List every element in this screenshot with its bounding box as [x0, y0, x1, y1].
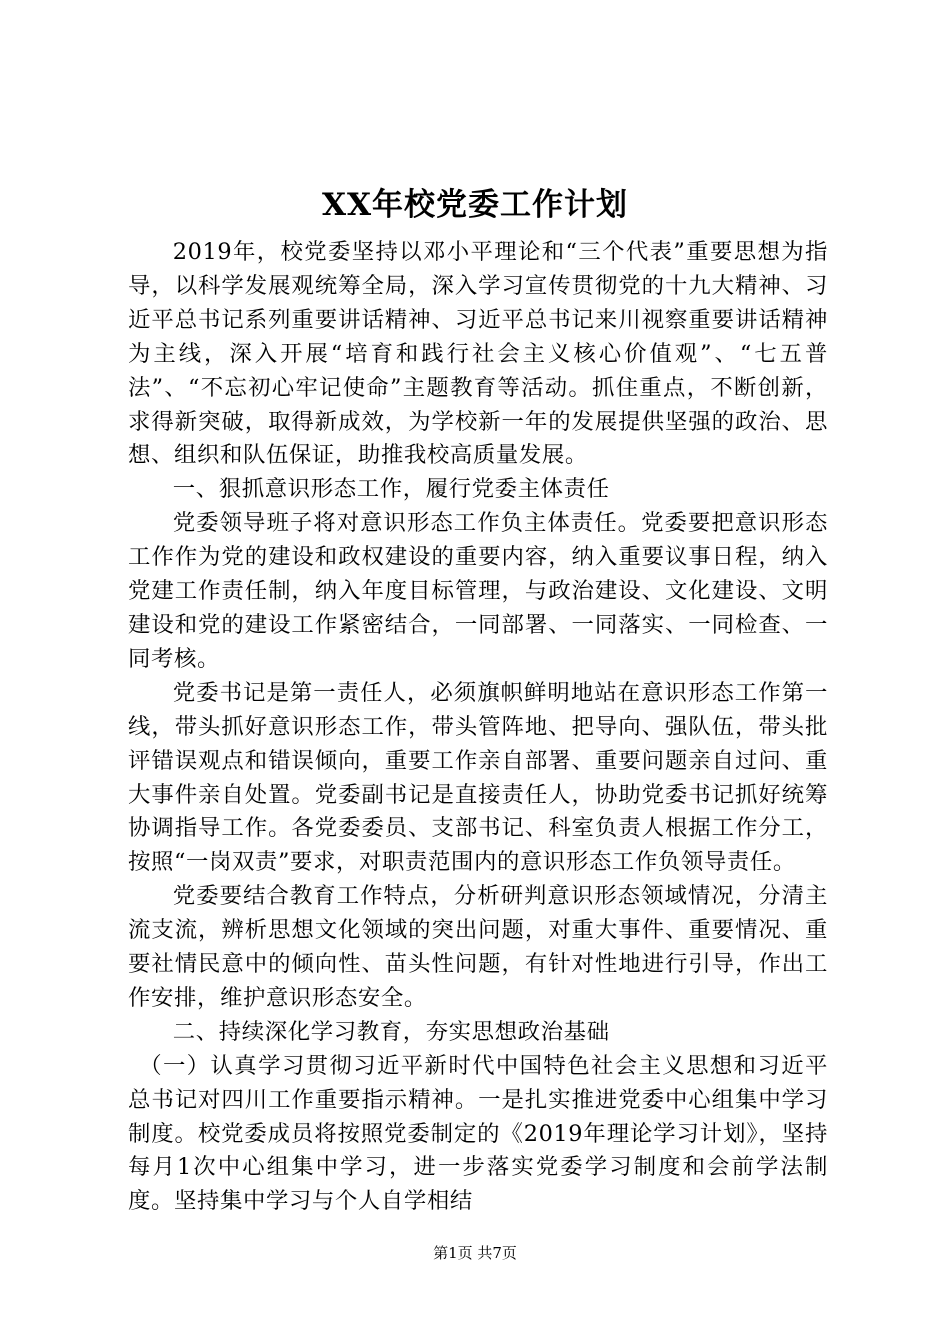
paragraph-1-3: 党委要结合教育工作特点，分析研判意识形态领域情况，分清主流支流，辨析思想文化领域的突出问题，对重大事件、重要情况、重要社情民意中的倾向性、苗头性问题，有针对性地进行引导，作出工作安排，维护意识形态安全。 [128, 883, 828, 1011]
document-title: XX年校党委工作计划 [321, 187, 629, 223]
page-footer: 第1页 共7页 [433, 1244, 517, 1262]
paragraph-2-1: （一）认真学习贯彻习近平新时代中国特色社会主义思想和习近平总书记对四川工作重要指示精神。一是扎实推进党委中心组集中学习制度。校党委成员将按照党委制定的《2019年理论学习计划》，坚持每月1次中心组集中学习，进一步落实党委学习制度和会前学法制度。坚持集中学习与个人自学相结 [128, 1052, 828, 1215]
paragraph-1-2: 党委书记是第一责任人，必须旗帜鲜明地站在意识形态工作第一线，带头抓好意识形态工作，带头管阵地、把导向、强队伍，带头批评错误观点和错误倾向，重要工作亲自部署、重要问题亲自过问、重大事件亲自处置。党委副书记是直接责任人，协助党委书记抓好统筹协调指导工作。各党委委员、支部书记、科室负责人根据工作分工，按照“一岗双责”要求，对职责范围内的意识形态工作负领导责任。 [128, 679, 828, 876]
section-heading-2: 二、持续深化学习教育，夯实思想政治基础 [172, 1018, 610, 1045]
document-body [128, 236, 828, 1219]
paragraph-intro: 2019年，校党委坚持以邓小平理论和“三个代表”重要思想为指导，以科学发展观统筹全局，深入学习宣传贯彻党的十九大精神、习近平总书记系列重要讲话精神、习近平总书记来川视察重要讲话精神为主线，深入开展“培育和践行社会主义核心价值观”、“七五普法”、“不忘初心牢记使命”主题教育等活动。抓住重点，不断创新，求得新突破，取得新成效，为学校新一年的发展提供坚强的政治、思想、组织和队伍保证，助推我校高质量发展。 [128, 239, 828, 469]
section-heading-1: 一、狠抓意识形态工作，履行党委主体责任 [172, 476, 610, 503]
paragraph-1-1: 党委领导班子将对意识形态工作负主体责任。党委要把意识形态工作作为党的建设和政权建设的重要内容，纳入重要议事日程，纳入党建工作责任制，纳入年度目标管理，与政治建设、文化建设、文明建设和党的建设工作紧密结合，一同部署、一同落实、一同检查、一同考核。 [128, 510, 828, 672]
